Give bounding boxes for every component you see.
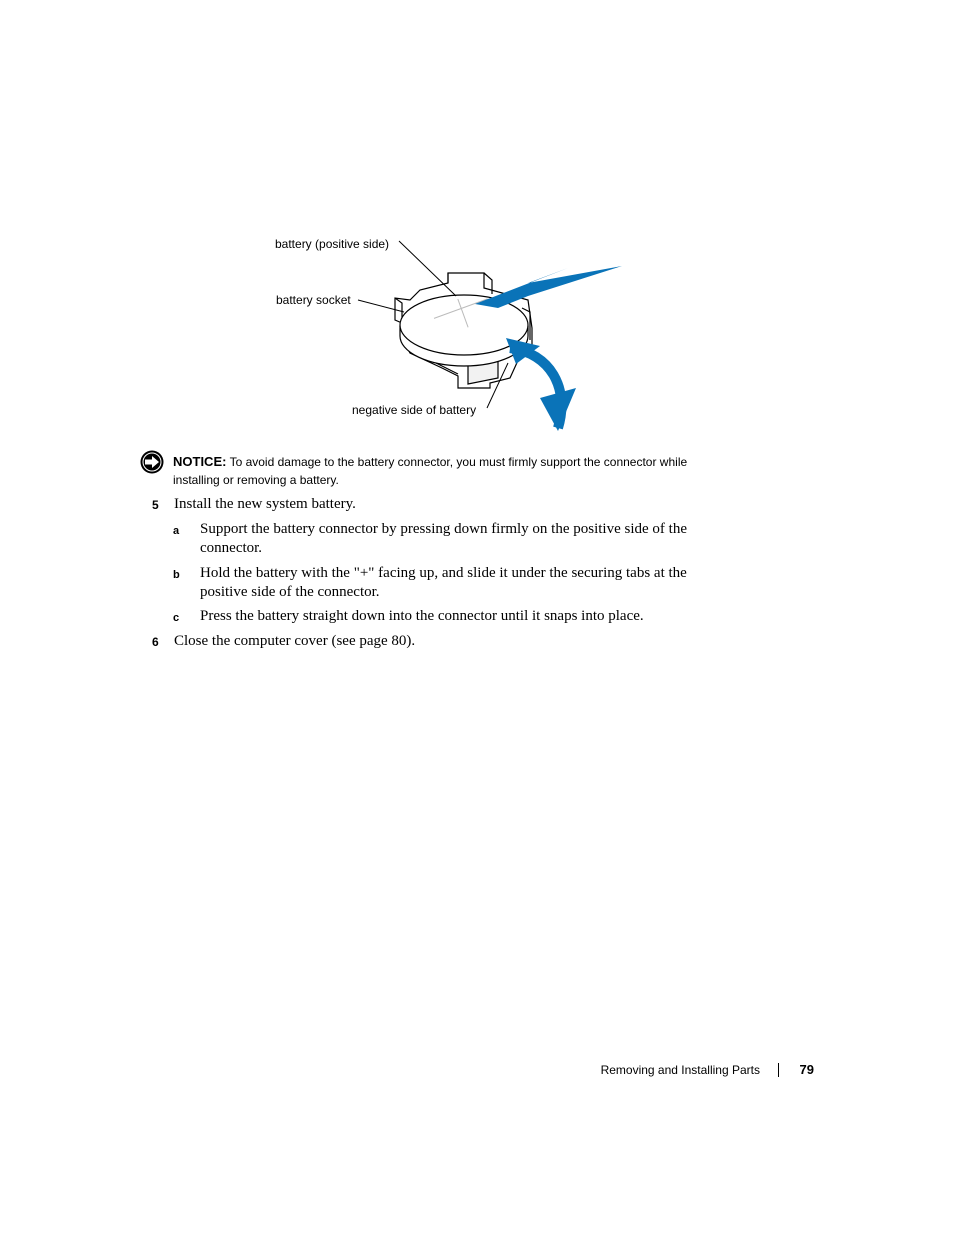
- step-number: 5: [152, 498, 159, 512]
- page-number: 79: [799, 1062, 814, 1077]
- step-number: 6: [152, 635, 159, 649]
- substep-b: [173, 564, 753, 604]
- substep-text: Support the battery connector by pressing down firmly on the positive side of the connector.: [200, 521, 687, 556]
- callout-socket: battery socket: [276, 293, 351, 307]
- substep-text: Press the battery straight down into the connector until it snaps into place.: [200, 608, 644, 624]
- battery-socket-illustration: [270, 228, 690, 443]
- substep-a: [173, 520, 753, 560]
- step-6: [152, 632, 752, 652]
- step-text: Install the new system battery.: [174, 496, 356, 512]
- callout-positive-side: battery (positive side): [275, 237, 390, 251]
- substep-letter: b: [173, 569, 180, 581]
- substep-letter: c: [173, 612, 180, 624]
- callout-negative-side: negative side of battery: [352, 403, 477, 417]
- insert-arrow: [475, 266, 622, 308]
- notice-label: NOTICE:: [173, 454, 227, 469]
- footer-divider: [778, 1063, 779, 1077]
- substep-c: [173, 607, 753, 627]
- rotate-arrow: [506, 338, 576, 431]
- step-5: [152, 495, 752, 515]
- page-footer: [560, 1062, 820, 1082]
- notice-body: To avoid damage to the battery connector, you must firmly support the connector while installing or removing a battery.: [173, 455, 688, 487]
- notice-text: [173, 453, 733, 489]
- substep-text: Hold the battery with the "+" facing up, and slide it under the securing tabs at the positive side of the connector.: [200, 565, 687, 600]
- battery-installation-figure: [270, 228, 690, 443]
- substep-letter: a: [173, 525, 180, 537]
- footer-section-title: Removing and Installing Parts: [600, 1063, 760, 1077]
- notice-arrow-icon: [140, 450, 164, 474]
- step-text: Close the computer cover (see page 80).: [174, 633, 416, 649]
